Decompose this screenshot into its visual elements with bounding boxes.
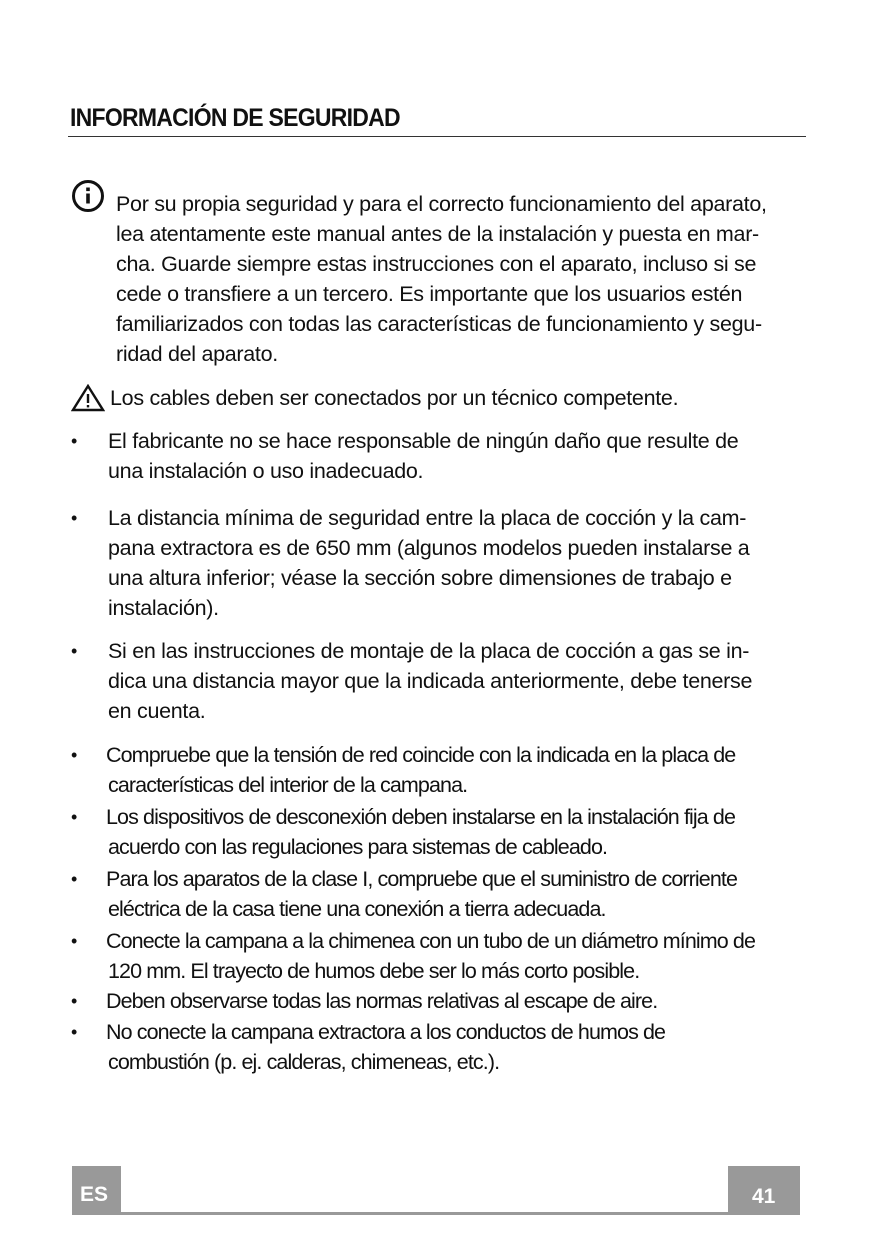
warning-triangle-icon — [71, 384, 105, 412]
list-item — [106, 926, 796, 986]
page-number-tab — [728, 1166, 800, 1215]
list-item — [106, 1017, 796, 1077]
footer-rule — [72, 1212, 800, 1215]
list-item — [106, 802, 796, 862]
list-item-line: eléctrica de la casa tiene una conexión a tierra adecuada. — [108, 897, 606, 921]
list-item-line: instalación). — [108, 596, 219, 620]
intro-paragraph — [116, 189, 796, 369]
list-item — [108, 503, 798, 623]
warning-text: Los cables deben ser conectados por un técnico competente. — [110, 386, 679, 410]
intro-line: familiarizados con todas las características de funcionamiento y segu- — [116, 312, 762, 336]
list-item-line: No conecte la campana extractora a los conductos de humos de — [106, 1020, 666, 1044]
list-item — [106, 986, 796, 1016]
intro-line: cha. Guarde siempre estas instrucciones con el aparato, incluso si se — [116, 252, 757, 276]
bullet-dot: • — [71, 931, 78, 951]
language-code: ES — [80, 1183, 109, 1206]
list-item-line: 120 mm. El trayecto de humos debe ser lo más corto posible. — [108, 959, 640, 983]
list-item-line: características del interior de la campana. — [108, 773, 468, 797]
list-item — [106, 864, 796, 924]
list-item-line: El fabricante no se hace responsable de ningún daño que resulte de — [108, 429, 739, 453]
list-item-line: Compruebe que la tensión de red coincide con la indicada en la placa de — [106, 743, 736, 767]
bullet-dot: • — [71, 431, 78, 451]
bullet-dot: • — [71, 745, 78, 765]
intro-line: Por su propia seguridad y para el correcto funcionamiento del aparato, — [116, 192, 767, 216]
page-number: 41 — [752, 1185, 776, 1208]
list-item — [108, 636, 798, 726]
list-item — [108, 426, 798, 486]
list-item-line: Deben observarse todas las normas relativas al escape de aire. — [106, 989, 658, 1013]
heading-divider — [68, 136, 806, 137]
bullet-dot: • — [71, 991, 78, 1011]
list-item-line: una instalación o uso inadecuado. — [108, 459, 424, 483]
list-item-line: una altura inferior; véase la sección sobre dimensiones de trabajo e — [108, 566, 732, 590]
intro-line: ridad del aparato. — [116, 342, 278, 366]
bullet-dot: • — [71, 641, 78, 661]
bullet-dot: • — [71, 869, 78, 889]
list-item-line: Conecte la campana a la chimenea con un tubo de un diámetro mínimo de — [106, 929, 756, 953]
list-item-line: Para los aparatos de la clase I, compruebe que el suministro de corriente — [106, 867, 738, 891]
list-item-line: Los dispositivos de desconexión deben instalarse en la instalación fija de — [106, 805, 736, 829]
list-item-line: La distancia mínima de seguridad entre la placa de cocción y la cam- — [108, 506, 747, 530]
info-icon — [71, 179, 105, 213]
list-item-line: en cuenta. — [108, 699, 206, 723]
list-item-line: dica una distancia mayor que la indicada anteriormente, debe tenerse — [108, 669, 753, 693]
list-item-line: combustión (p. ej. calderas, chimeneas, etc.). — [108, 1050, 500, 1074]
intro-line: cede o transfiere a un tercero. Es importante que los usuarios estén — [116, 282, 743, 306]
intro-line: lea atentamente este manual antes de la instalación y puesta en mar- — [116, 222, 759, 246]
list-item-line: acuerdo con las regulaciones para sistemas de cableado. — [108, 835, 608, 859]
bullet-dot: • — [71, 1022, 78, 1042]
list-item — [106, 740, 796, 800]
language-tab — [72, 1166, 121, 1215]
bullet-dot: • — [71, 508, 78, 528]
list-item-line: Si en las instrucciones de montaje de la placa de cocción a gas se in- — [108, 639, 750, 663]
page-heading: INFORMACIÓN DE SEGURIDAD — [70, 104, 400, 132]
bullet-dot: • — [71, 807, 78, 827]
list-item-line: pana extractora es de 650 mm (algunos modelos pueden instalarse a — [108, 536, 750, 560]
